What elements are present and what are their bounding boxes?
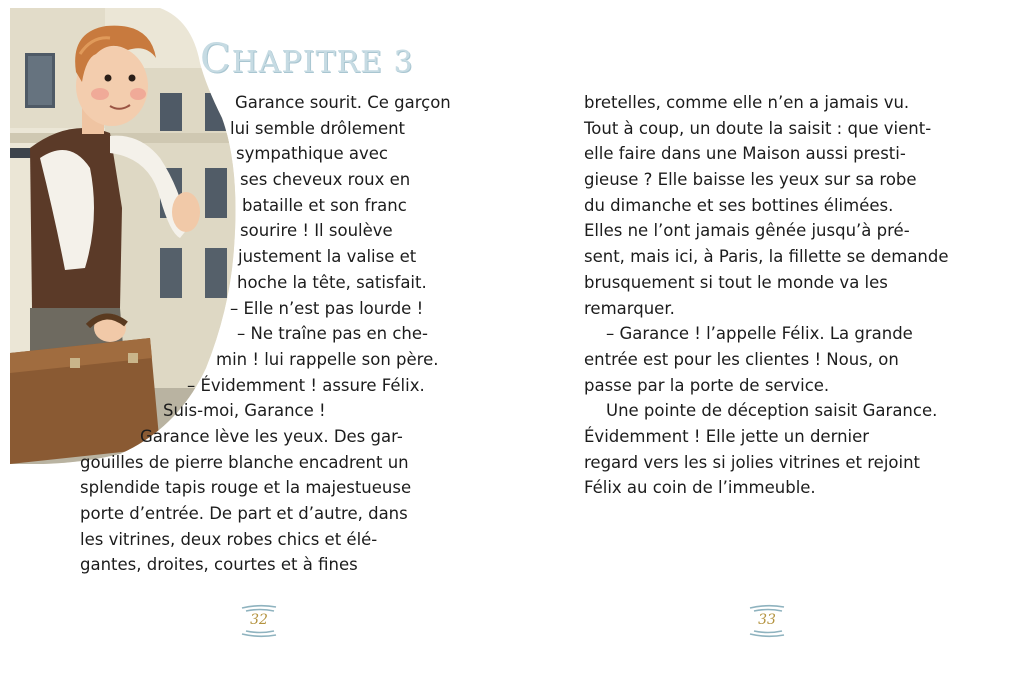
text-line: sent, mais ici, à Paris, la fillette se demande [584,247,949,267]
text-line: bataille et son franc [242,195,407,215]
text-line: Suis-moi, Garance ! [163,401,326,421]
text-line: porte d’entrée. De part et d’autre, dans [80,504,408,523]
right-page [512,0,1024,677]
text-line: – Garance ! l’appelle Félix. La grande [606,324,913,344]
text-line: remarquer. [584,298,675,318]
chapter-title [200,36,414,82]
left-page-text [80,90,451,578]
text-line: justement la valise et [238,247,417,267]
text-line: Garance lève les yeux. Des gar- [140,426,403,446]
page-number-ornament [742,602,792,642]
text-line: du dimanche et ses bottines élimées. [584,195,894,215]
text-line: – Ne traîne pas en che- [237,324,428,344]
page-number-ornament [234,602,284,642]
text-line: gantes, droites, courtes et à fines [80,555,358,575]
text-line: elle faire dans une Maison aussi presti- [584,144,906,164]
chapter-title-text: HAPITRE 3 [231,45,414,80]
right-page-text [584,90,948,501]
text-line: sympathique avec [236,144,388,164]
text-line: lui semble drôlement [230,118,406,138]
text-line: regard vers les si jolies vitrines et rejoint [584,452,921,472]
text-line: gieuse ? Elle baisse les yeux sur sa robe [584,170,917,190]
page-number: 32 [250,612,268,628]
page-number: 33 [758,612,776,628]
text-line: bretelles, comme elle n’en a jamais vu. [584,93,910,112]
text-line: min ! lui rappelle son père. [216,349,439,369]
text-line: Félix au coin de l’immeuble. [584,478,816,498]
text-line: sourire ! Il soulève [240,221,393,241]
text-line: splendide tapis rouge et la majestueuse [80,478,412,498]
text-line: brusquement si tout le monde va les [584,272,888,292]
text-line: les vitrines, deux robes chics et élé- [80,529,378,549]
text-line: Elles ne l’ont jamais gênée jusqu’à pré- [584,221,910,241]
chapter-title-initial: C [200,36,232,82]
text-line: gouilles de pierre blanche encadrent un [80,452,409,472]
text-line: ses cheveux roux en [240,170,411,190]
text-line: – Elle n’est pas lourde ! [230,298,424,318]
text-line: – Évidemment ! assure Félix. [187,375,425,395]
text-line: entrée est pour les clientes ! Nous, on [584,349,899,369]
text-line: Garance sourit. Ce garçon [235,93,451,112]
text-line: passe par la porte de service. [584,375,830,395]
text-line: Tout à coup, un doute la saisit : que vient- [584,118,932,138]
text-line: Une pointe de déception saisit Garance. [606,401,938,421]
text-line: hoche la tête, satisfait. [237,272,427,292]
text-line: Évidemment ! Elle jette un dernier [584,426,870,446]
